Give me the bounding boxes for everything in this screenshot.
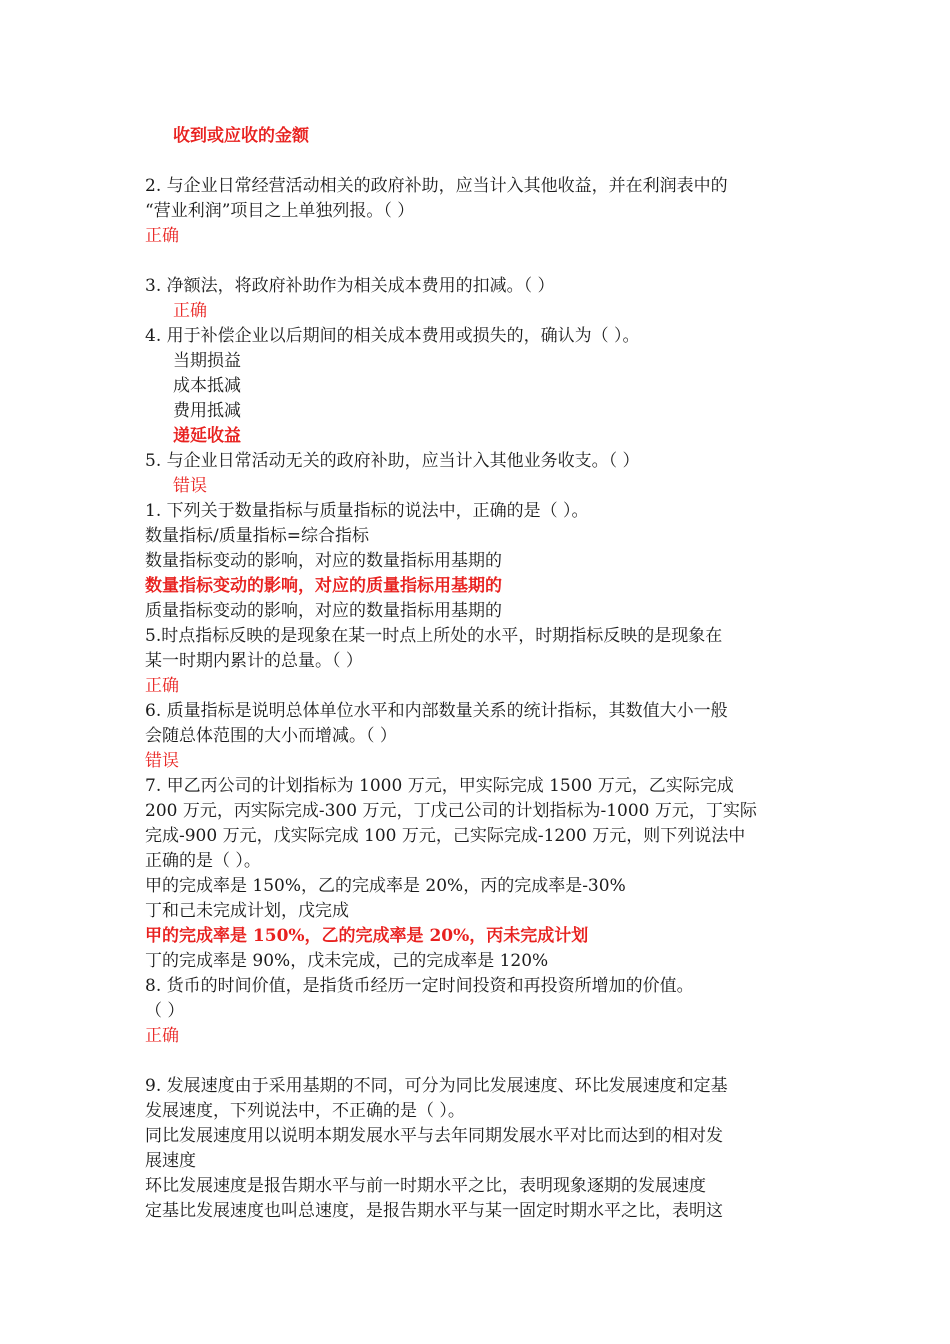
- option-line: 甲的完成率是 150%，乙的完成率是 20%，丙的完成率是-30%: [145, 876, 626, 896]
- question-line: 9. 发展速度由于采用基期的不同，可分为同比发展速度、环比发展速度和定基: [145, 1076, 728, 1096]
- question-line: 200 万元，丙实际完成-300 万元，丁戊己公司的计划指标为-1000 万元，丁实际: [145, 801, 757, 821]
- question-line: 3. 净额法，将政府补助作为相关成本费用的扣减。（ ）: [145, 276, 555, 296]
- option-line: 数量指标/质量指标=综合指标: [145, 526, 369, 546]
- answer-line: 正确: [145, 1026, 179, 1046]
- option-line: 当期损益: [173, 351, 241, 371]
- answer-line: 递延收益: [173, 426, 241, 446]
- option-line: 费用抵减: [173, 401, 241, 421]
- option-line: 定基比发展速度也叫总速度，是报告期水平与某一固定时期水平之比，表明这: [145, 1201, 723, 1221]
- option-line: 丁和己未完成计划，戊完成: [145, 901, 349, 921]
- option-line: 质量指标变动的影响，对应的数量指标用基期的: [145, 601, 502, 621]
- question-line: 完成-900 万元，戊实际完成 100 万元，己实际完成-1200 万元，则下列说法中: [145, 826, 746, 846]
- question-line: 会随总体范围的大小而增减。（ ）: [145, 726, 397, 746]
- option-line: 环比发展速度是报告期水平与前一时期水平之比，表明现象逐期的发展速度: [145, 1176, 706, 1196]
- answer-line: 甲的完成率是 150%，乙的完成率是 20%，丙未完成计划: [145, 926, 589, 946]
- answer-line: 数量指标变动的影响，对应的质量指标用基期的: [145, 576, 502, 596]
- option-line: 丁的完成率是 90%，戊未完成，己的完成率是 120%: [145, 951, 549, 971]
- question-line: （ ）: [145, 1001, 185, 1021]
- answer-line: 收到或应收的金额: [173, 126, 309, 146]
- option-line: 同比发展速度用以说明本期发展水平与去年同期发展水平对比而达到的相对发: [145, 1126, 723, 1146]
- answer-line: 正确: [145, 676, 179, 696]
- question-line: 8. 货币的时间价值，是指货币经历一定时间投资和再投资所增加的价值。: [145, 976, 694, 996]
- question-line: 5. 与企业日常活动无关的政府补助，应当计入其他业务收支。（ ）: [145, 451, 640, 471]
- question-line: 1. 下列关于数量指标与质量指标的说法中，正确的是（ ）。: [145, 501, 589, 521]
- question-line: “营业利润”项目之上单独列报。（ ）: [145, 201, 415, 221]
- question-line: 5.时点指标反映的是现象在某一时点上所处的水平，时期指标反映的是现象在: [145, 626, 723, 646]
- question-line: 发展速度，下列说法中，不正确的是（ ）。: [145, 1101, 465, 1121]
- question-line: 6. 质量指标是说明总体单位水平和内部数量关系的统计指标，其数值大小一般: [145, 701, 728, 721]
- answer-line: 错误: [173, 476, 207, 496]
- answer-line: 错误: [145, 751, 179, 771]
- question-line: 4. 用于补偿企业以后期间的相关成本费用或损失的，确认为（ ）。: [145, 326, 640, 346]
- question-line: 7. 甲乙丙公司的计划指标为 1000 万元，甲实际完成 1500 万元，乙实际完成: [145, 776, 734, 796]
- question-line: 正确的是（ ）。: [145, 851, 261, 871]
- option-line: 展速度: [145, 1151, 196, 1171]
- answer-line: 正确: [145, 226, 179, 246]
- question-line: 2. 与企业日常经营活动相关的政府补助，应当计入其他收益，并在利润表中的: [145, 176, 728, 196]
- question-line: 某一时期内累计的总量。（ ）: [145, 651, 363, 671]
- option-line: 成本抵减: [173, 376, 241, 396]
- answer-line: 正确: [173, 301, 207, 321]
- option-line: 数量指标变动的影响，对应的数量指标用基期的: [145, 551, 502, 571]
